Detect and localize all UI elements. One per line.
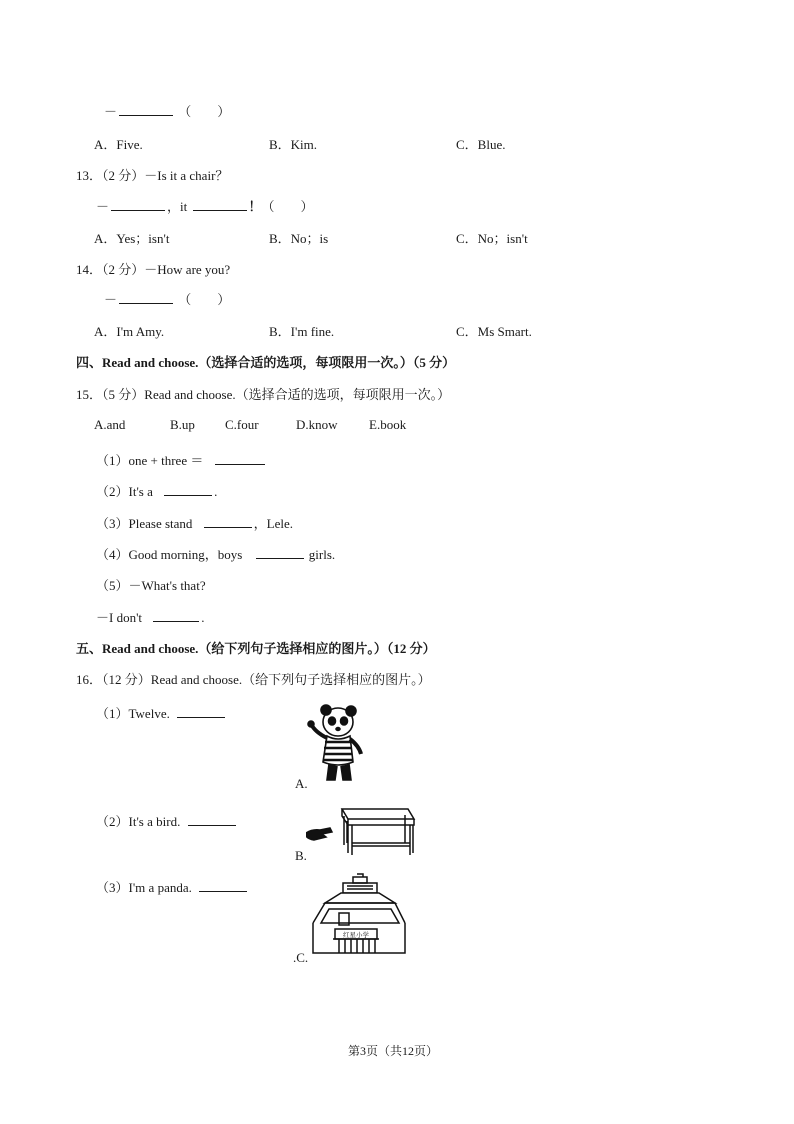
q14-answer-line: － （ ） [104, 292, 231, 307]
table-icon [306, 803, 416, 861]
q13-option-c: C．No；isn't [456, 231, 528, 246]
answer-blank[interactable] [199, 879, 247, 892]
answer-blank[interactable] [177, 705, 225, 718]
answer-blank[interactable] [119, 291, 173, 304]
q12-option-c: C．Blue. [456, 137, 506, 152]
q14-option-a: A．I'm Amy. [94, 324, 165, 339]
answer-blank[interactable] [119, 103, 173, 116]
school-building-icon [311, 873, 407, 959]
q14-question: 14．（2 分）－How are you? [76, 262, 231, 277]
answer-blank[interactable] [204, 515, 252, 528]
q16-item-3: （3）I'm a panda. [96, 877, 249, 896]
answer-blank[interactable] [215, 452, 265, 465]
q12-answer-line: － （ ） [104, 104, 231, 119]
q16-prompt: 16．（12 分）Read and choose.（给下列句子选择相应的图片。） [76, 672, 431, 687]
q15-choice-a: A.and [94, 417, 126, 432]
q15-item-5-question: （5）－What's that? [96, 578, 206, 593]
q15-prompt: 15．（5 分）Read and choose.（选择合适的选项，每项限用一次。） [76, 387, 451, 402]
q13-answer-line: － ，it ！（ ） [96, 199, 314, 214]
q16-item-1: （1）Twelve. [96, 703, 227, 722]
picture-label-a: A. [295, 776, 308, 791]
q15-choice-b: B.up [170, 417, 195, 432]
q15-choice-d: D.know [296, 417, 338, 432]
q12-option-b: B．Kim. [269, 137, 318, 152]
answer-blank[interactable] [188, 813, 236, 826]
q15-item-4: （4）Good morning，boys girls. [96, 547, 336, 562]
picture-label-c: .C. [293, 950, 309, 965]
panda-icon [305, 702, 371, 786]
section-4-heading: 四、Read and choose.（选择合适的选项，每项限用一次。）（5 分） [76, 355, 456, 370]
q16-item-2: （2）It's a bird. [96, 811, 238, 830]
q15-item-3: （3）Please stand ，Lele. [96, 516, 294, 531]
page-footer: 第3页（共12页） [348, 1044, 439, 1058]
section-5-heading: 五、Read and choose.（给下列句子选择相应的图片。）（12 分） [76, 641, 436, 656]
q13-option-b: B．No；is [269, 231, 329, 246]
q14-option-b: B．I'm fine. [269, 324, 335, 339]
answer-blank[interactable] [111, 198, 165, 211]
picture-label-b: B. [295, 848, 307, 863]
answer-blank[interactable] [256, 546, 304, 559]
q12-option-a: A．Five. [94, 137, 143, 152]
school-sign-text: 红星小学 [343, 931, 369, 939]
q15-choice-c: C.four [225, 417, 259, 432]
q13-option-a: A．Yes；isn't [94, 231, 170, 246]
q15-choice-e: E.book [369, 417, 407, 432]
q15-item-1: （1）one + three ＝ [96, 450, 267, 469]
q15-item-2: （2）It's a . [96, 484, 218, 499]
answer-blank[interactable] [153, 609, 199, 622]
answer-blank[interactable] [193, 198, 247, 211]
q13-question: 13．（2 分）－Is it a chair？ [76, 168, 229, 183]
answer-blank[interactable] [164, 483, 212, 496]
q14-option-c: C．Ms Smart. [456, 324, 532, 339]
q15-item-5-answer: －I don't . [96, 610, 205, 625]
